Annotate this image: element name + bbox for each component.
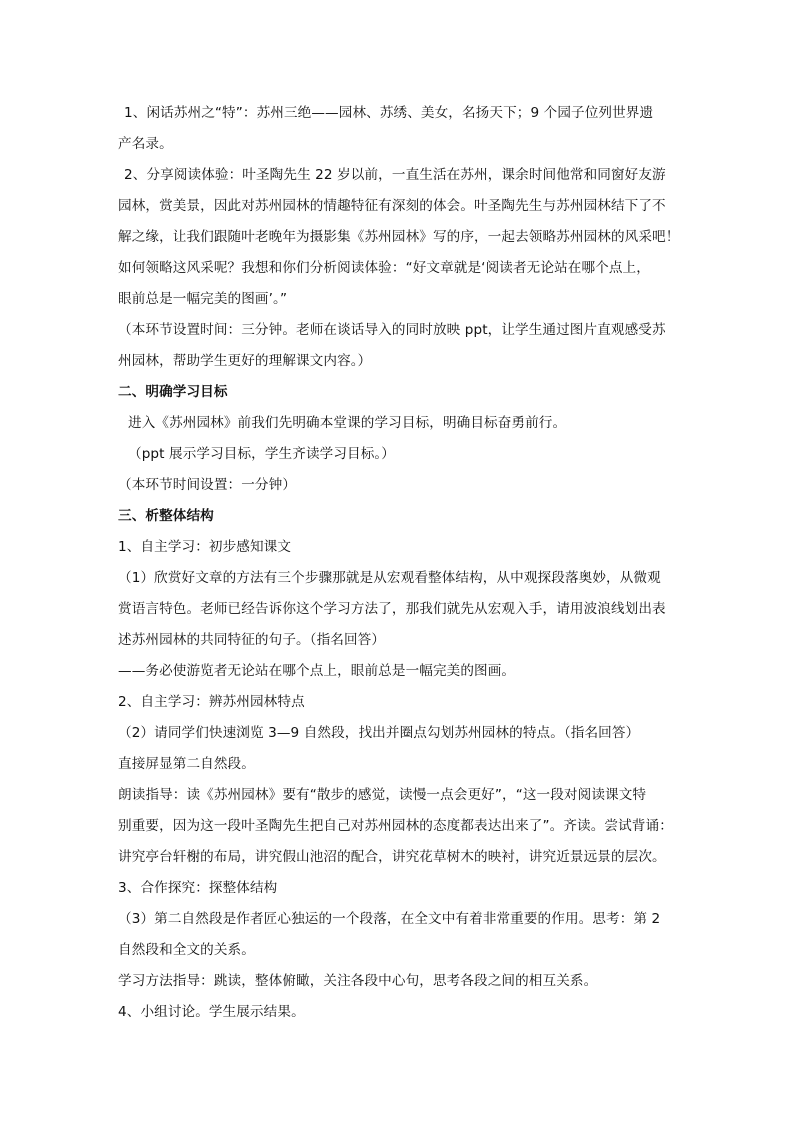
item-2-line-4: 如何领略这风采呢？我想和你们分析阅读体验：“好文章就是‘阅读者无论站在哪个点上， — [118, 260, 650, 276]
time-note-2: （本环节时间设置：一分钟） — [118, 477, 297, 493]
task-1-line-1: （1）欣赏好文章的方法有三个步骤那就是从宏观看整体结构，从中观探段落奥妙，从微观 — [118, 570, 661, 586]
subheading-3: 3、合作探究：探整体结构 — [118, 880, 278, 896]
reading-guide-line-1: 朗读指导：读《苏州园林》要有“散步的感觉，读慢一点会更好”，“这一段对阅读课文特 — [118, 787, 647, 803]
item-2-line-1: 2、分享阅读体验：叶圣陶先生 22 岁以前，一直生活在苏州，课余时间他常和同窗好友游 — [124, 167, 666, 183]
time-note-1-line-1: （本环节设置时间：三分钟。老师在谈话导入的同时放映 ppt，让学生通过图片直观感受苏 — [118, 322, 666, 338]
task-1-line-2: 赏语言特色。老师已经告诉你这个学习方法了，那我们就先从宏观入手，请用波浪线划出表 — [118, 601, 666, 617]
task-3-line-1: （3）第二自然段是作者匠心独运的一个段落，在全文中有着非常重要的作用。思考：第 2 — [118, 911, 661, 927]
goal-ppt-note: （ppt 展示学习目标，学生齐读学习目标。） — [128, 446, 395, 462]
task-2: （2）请同学们快速浏览 3—9 自然段，找出并圈点勾划苏州园林的特点。（指名回答） — [118, 725, 640, 741]
reading-guide-line-2: 别重要，因为这一段叶圣陶先生把自己对苏州园林的态度都表达出来了”。齐读。尝试背诵： — [118, 818, 673, 834]
item-2-line-5: 眼前总是一幅完美的图画’。” — [118, 291, 288, 307]
goal-intro: 进入《苏州园林》前我们先明确本堂课的学习目标，明确目标奋勇前行。 — [128, 415, 567, 431]
task-1-answer: ——务必使游览者无论站在哪个点上，眼前总是一幅完美的图画。 — [118, 663, 516, 679]
task-3-line-2: 自然段和全文的关系。 — [118, 942, 255, 958]
task-1-line-3: 述苏州园林的共同特征的句子。（指名回答） — [118, 632, 386, 648]
item-2-line-3: 解之缘，让我们跟随叶老晚年为摄影集《苏州园林》写的序，一起去领略苏州园林的风采吧！ — [118, 229, 680, 245]
section-heading-2: 二、明确学习目标 — [118, 384, 228, 400]
time-note-1-line-2: 州园林，帮助学生更好的理解课文内容。） — [118, 353, 372, 369]
section-heading-3: 三、析整体结构 — [118, 508, 214, 524]
method-guide: 学习方法指导：跳读，整体俯瞰，关注各段中心句，思考各段之间的相互关系。 — [118, 973, 598, 989]
subheading-2: 2、自主学习：辨苏州园林特点 — [118, 694, 305, 710]
item-2-line-2: 园林，赏美景，因此对苏州园林的情趣特征有深刻的体会。叶圣陶先生与苏州园林结下了不 — [118, 198, 666, 214]
task-2-display: 直接屏显第二自然段。 — [118, 756, 255, 772]
item-1-line-1: 1、闲话苏州之“特”：苏州三绝——园林、苏绣、美女，名扬天下；9 个园子位列世界遗 — [124, 105, 654, 121]
reading-guide-line-3: 讲究亭台轩榭的布局，讲究假山池沼的配合，讲究花草树木的映衬，讲究近景远景的层次。 — [118, 849, 666, 865]
subheading-1: 1、自主学习：初步感知课文 — [118, 539, 292, 555]
subheading-4: 4、小组讨论。学生展示结果。 — [118, 1004, 305, 1020]
item-1-line-2: 产名录。 — [118, 136, 173, 152]
